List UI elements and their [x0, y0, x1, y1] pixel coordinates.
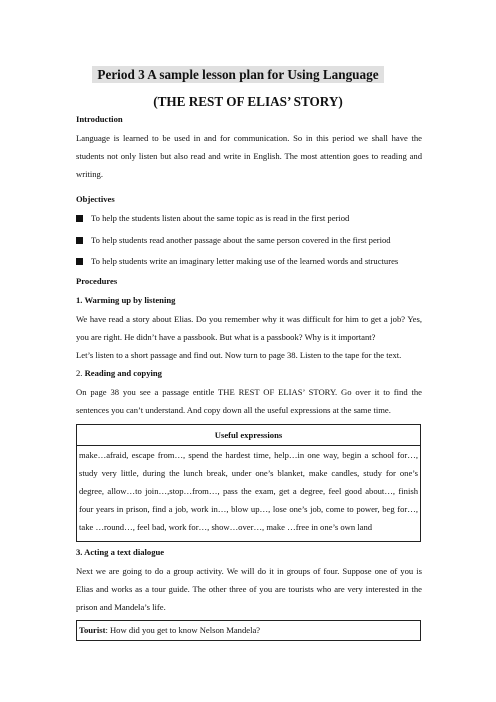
step1-heading: 1. Warming up by listening — [76, 295, 176, 305]
dialogue-box — [76, 620, 421, 641]
step1-text: We have read a story about Elias. Do you remember why it was difficult for him to get a job? Yes, you are right. He didn’t have a passbook. But what is a passbook? Why is it important? — [76, 314, 422, 343]
introduction-heading: Introduction — [76, 114, 123, 124]
bullet-square-icon — [76, 258, 83, 265]
useful-expressions-box — [76, 424, 421, 542]
introduction-text: Language is learned to be used in and for communication. So in this period we shall have the students not only listen but also read and write in English. The most attention goes to reading and writing. — [76, 133, 422, 180]
procedures-heading: Procedures — [76, 276, 118, 286]
step1-text-continued: Let’s listen to a short passage and find out. Now turn to page 38. Listen to the tape for the text. — [76, 350, 402, 360]
step2-heading-line — [76, 364, 422, 382]
objective-item-text: To help students write an imaginary letter making use of the learned words and structures — [91, 256, 399, 266]
objective-item-text: To help the students listen about the same topic as is read in the first period — [91, 213, 350, 223]
objective-item — [76, 209, 422, 227]
step2-heading: Reading and copying — [84, 368, 162, 378]
step2-text: On page 38 you see a passage entitle THE REST OF ELIAS’ STORY. Go over it to find the sentences you can’t understand. And copy down all the useful expressions at the same time. — [76, 387, 422, 416]
document-title: Period 3 A sample lesson plan for Using Language — [92, 66, 384, 83]
useful-expressions-heading: Useful expressions — [77, 425, 420, 446]
bullet-square-icon — [76, 215, 83, 222]
document-subtitle: (THE REST OF ELIAS’ STORY) — [153, 94, 343, 109]
useful-expressions-text: make…afraid, escape from…, spend the hardest time, help…in one way, begin a school for…, study very little, during the lunch break, under one’s blanket, make candles, study for one’s degree, allow…to join…,stop…from…, pass the exam, get a degree, feel good about…, finish four years in prison, find a job, work in…, blow up…, lose one’s job, come to power, beg for…, take …round…, feel bad, work for…, show…over…, make …free in one’s own land — [79, 450, 418, 533]
objective-item — [76, 252, 422, 270]
dialogue-line: : How did you get to know Nelson Mandela? — [105, 625, 261, 635]
objective-item — [76, 231, 422, 249]
step2-number: 2. — [76, 368, 85, 378]
step3-heading: 3. Acting a text dialogue — [76, 547, 165, 557]
dialogue-speaker: Tourist — [79, 625, 106, 635]
bullet-square-icon — [76, 237, 83, 244]
objective-item-text: To help students read another passage about the same person covered in the first period — [91, 235, 391, 245]
objectives-heading: Objectives — [76, 194, 115, 204]
step3-text: Next we are going to do a group activity. We will do it in groups of four. Suppose one of you is Elias and works as a tour guide. The other three of you are tourists who are very interested in the prison and Mandela’s life. — [76, 566, 422, 613]
